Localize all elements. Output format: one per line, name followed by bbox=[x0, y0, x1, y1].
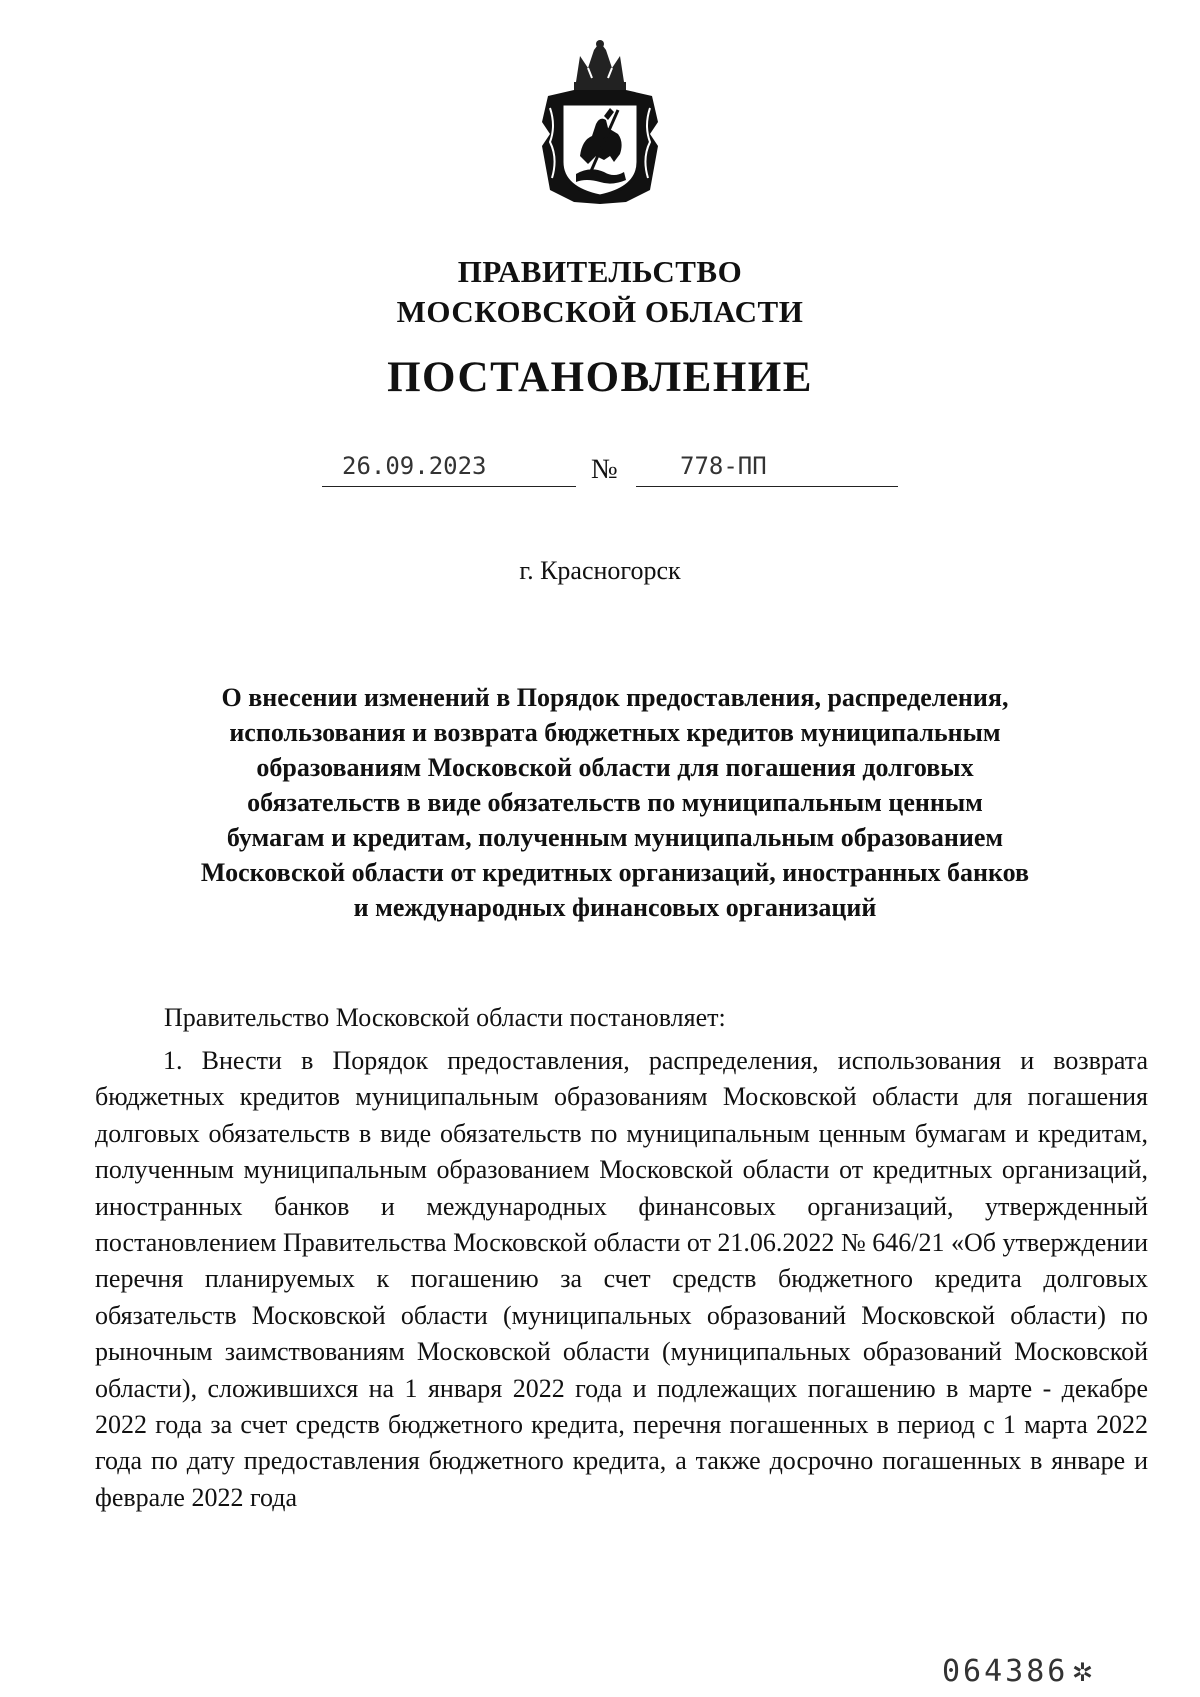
document-subject bbox=[150, 680, 1080, 925]
number-sign: № bbox=[591, 454, 618, 485]
subject-line: Московской области от кредитных организаций, иностранных банков bbox=[200, 858, 1030, 887]
coat-of-arms-icon bbox=[530, 38, 670, 206]
government-title bbox=[0, 252, 1200, 332]
paragraph-1: 1. Внести в Порядок предоставления, распределения, использования и возврата бюджетных кредитов муниципальным образованиям Московской области для погашения долговых обязательств в виде обязательств по муниципальным ценным бумагам и кредитам, полученным муниципальным образованием Московской области от кредитных организаций, иностранных банков и международных финансовых организаций, утвержденный постановлением Правительства Московской области от 21.06.2022 № 646/21 «Об утверждении перечня планируемых к погашению за счет средств бюджетного кредита долговых обязательств Московской области (муниципальных образований Московской области) по рыночным заимствованиям Московской области (муниципальных образований Московской области), сложившихся на 1 января 2022 года и подлежащих погашению в марте - декабре 2022 года за счет средств бюджетного кредита, перечня погашенных в период с 1 марта 2022 года по дату предоставления бюджетного кредита, а также досрочно погашенных в январе и феврале 2022 года bbox=[95, 1046, 1148, 1512]
document-type-title: ПОСТАНОВЛЕНИЕ bbox=[387, 354, 813, 401]
serial-number: 064386 bbox=[942, 1654, 1069, 1689]
subject-line: О внесении изменений в Порядок предоставления, распределения, bbox=[221, 683, 1009, 712]
government-title-line1: ПРАВИТЕЛЬСТВО bbox=[457, 254, 743, 289]
subject-line: и международных финансовых организаций bbox=[353, 893, 877, 922]
place-of-issue: г. Красногорск bbox=[519, 556, 681, 585]
registration-number: 778-ПП bbox=[636, 452, 898, 487]
registration-date: 26.09.2023 bbox=[322, 452, 576, 487]
asterisk-mark-icon: ✲ bbox=[1072, 1650, 1096, 1690]
government-title-line2: МОСКОВСКОЙ ОБЛАСТИ bbox=[396, 294, 804, 329]
subject-line: образованиям Московской области для погашения долговых bbox=[256, 753, 974, 782]
subject-line: использования и возврата бюджетных кредитов муниципальным bbox=[229, 718, 1001, 747]
preamble: Правительство Московской области постановляет: bbox=[164, 1003, 726, 1032]
subject-line: бумагам и кредитам, полученным муниципальным образованием bbox=[226, 823, 1004, 852]
registration-row bbox=[0, 452, 1200, 492]
subject-line: обязательств в виде обязательств по муниципальным ценным bbox=[247, 788, 983, 817]
document-serial bbox=[942, 1650, 1096, 1690]
